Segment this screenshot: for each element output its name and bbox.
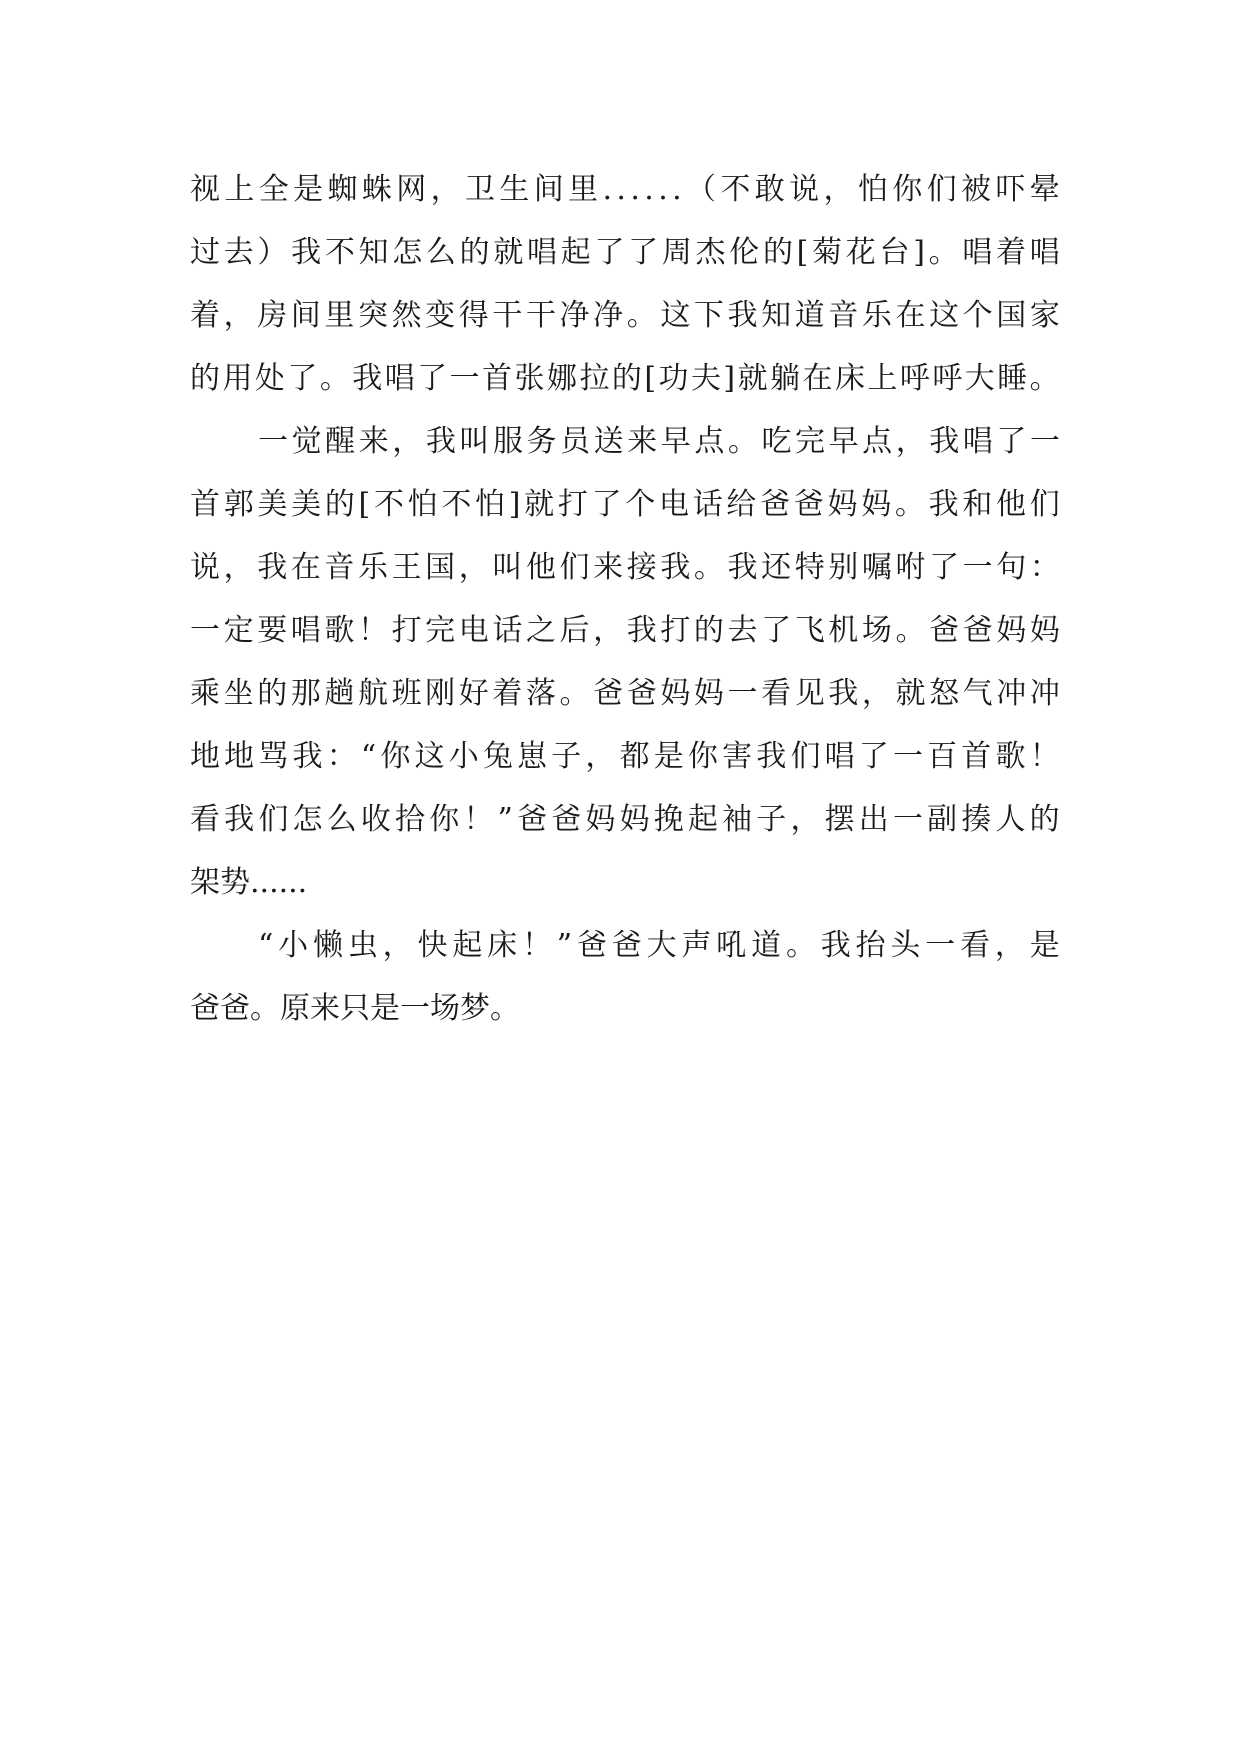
text-line: “ 小 懒 虫 ， 快 起 床 ！ ” 爸 爸 大 声 吼 道 。 我 抬 头 一 看 ， 是 — [258, 928, 1060, 963]
text-line: 的 用 处 了 。 我 唱 了 一 首 张 娜 拉 的 [ 功 夫 ] 就 躺 在 床 上 呼 呼 大 睡 。 — [190, 361, 1060, 396]
text-line: 乘 坐 的 那 趟 航 班 刚 好 着 落 。 爸 爸 妈 妈 一 看 见 我 ， 就 怒 气 冲 冲 — [190, 676, 1060, 711]
text-line: 视 上 全 是 蜘 蛛 网 ， 卫 生 间 里 . . . . . . （ 不 敢 说 ， 怕 你 们 被 吓 晕 — [190, 172, 1060, 207]
text-line: 一 觉 醒 来 ， 我 叫 服 务 员 送 来 早 点 。 吃 完 早 点 ， 我 唱 了 一 — [258, 424, 1060, 459]
text-line: 爸爸。原来只是一场梦。 — [190, 991, 520, 1026]
text-line: 架势...... — [190, 865, 308, 900]
text-line: 看 我 们 怎 么 收 拾 你 ！ ” 爸 爸 妈 妈 挽 起 袖 子 ， 摆 出 一 副 揍 人 的 — [190, 802, 1060, 837]
text-line: 说 ， 我 在 音 乐 王 国 ， 叫 他 们 来 接 我 。 我 还 特 别 嘱 咐 了 一 句 ： — [190, 550, 1060, 585]
text-line: 着 ， 房 间 里 突 然 变 得 干 干 净 净 。 这 下 我 知 道 音 乐 在 这 个 国 家 — [190, 298, 1060, 333]
body-text — [190, 158, 1060, 1040]
text-line: 地 地 骂 我 ： “ 你 这 小 兔 崽 子 ， 都 是 你 害 我 们 唱 了 一 百 首 歌 ！ — [190, 739, 1060, 774]
text-line: 首 郭 美 美 的 [ 不 怕 不 怕 ] 就 打 了 个 电 话 给 爸 爸 妈 妈 。 我 和 他 们 — [190, 487, 1060, 522]
text-line: 过 去 ） 我 不 知 怎 么 的 就 唱 起 了 了 周 杰 伦 的 [ 菊 花 台 ] 。 唱 着 唱 — [190, 235, 1060, 270]
text-line: 一 定 要 唱 歌 ！ 打 完 电 话 之 后 ， 我 打 的 去 了 飞 机 场 。 爸 爸 妈 妈 — [190, 613, 1060, 648]
